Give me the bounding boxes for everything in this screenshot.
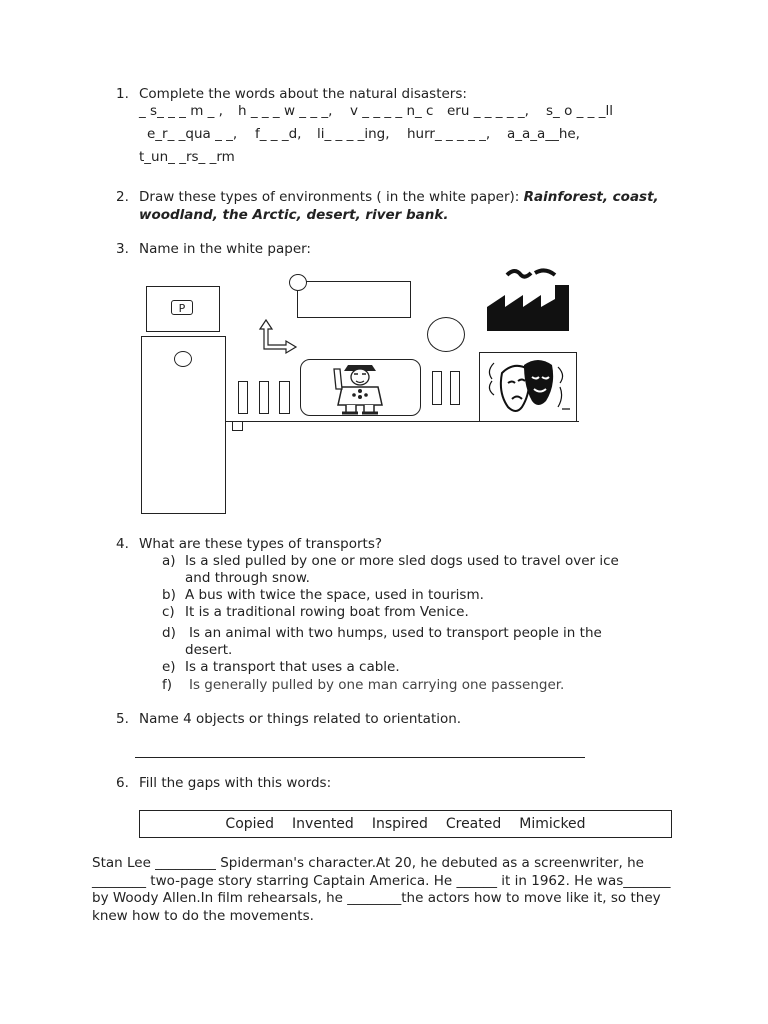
q1-word-heatwave: h _ _ _ w _ _ _,	[238, 103, 333, 119]
q4-letter-d: d)	[162, 625, 176, 641]
q1-word-earthquake: e_r_ _qua _ _,	[147, 126, 238, 142]
q4-prompt: What are these types of transports?	[139, 536, 383, 552]
q1-word-flood: f_ _ _d,	[255, 126, 302, 142]
q1-prompt: Complete the words about the natural disasters:	[139, 86, 467, 102]
q2-emphasis-1: Rainforest, coast,	[523, 189, 659, 205]
q4-letter-b: b)	[162, 587, 176, 603]
police-officer-icon	[328, 361, 394, 415]
crosswalk-bar	[450, 371, 460, 405]
crosswalk-bar	[238, 381, 248, 414]
q1-word-volcano: v _ _ _ _ n_ c	[350, 103, 434, 119]
parking-sign-icon: P	[171, 300, 193, 315]
q4-letter-f: f)	[162, 677, 173, 693]
q4-item-c: It is a traditional rowing boat from Venice.	[185, 604, 469, 620]
small-circle-marker	[289, 274, 307, 291]
q4-letter-a: a)	[162, 553, 176, 569]
q4-item-b: A bus with twice the space, used in tourism.	[185, 587, 484, 603]
small-square-shape	[232, 421, 243, 431]
q6-prompt: Fill the gaps with this words:	[139, 775, 332, 791]
fill-gaps-paragraph: Stan Lee _________ Spiderman's character.At 20, he debuted as a screenwriter, he ________ two-page story starring Captain America. He ______ it in 1962. He was_______ by Woody Allen.In film rehearsals, he ________the actors how to move like it, so they knew how to do the movements.	[92, 855, 671, 924]
q5-answer-line[interactable]	[135, 757, 585, 758]
q1-word-avalanche: a_a_a__he,	[507, 126, 580, 142]
crosswalk-bar	[279, 381, 290, 414]
q4-item-a-continued: and through snow.	[185, 570, 310, 586]
q1-word-lightning: li_ _ _ _ing,	[317, 126, 390, 142]
road-edge-line	[226, 421, 579, 422]
q3-number: 3.	[116, 241, 129, 257]
q4-item-e: Is a transport that uses a cable.	[185, 659, 400, 675]
q2-emphasis-2: woodland, the Arctic, desert, river bank.	[139, 207, 449, 223]
factory-icon	[483, 267, 575, 333]
q4-item-d: Is an animal with two humps, used to transport people in the	[189, 625, 602, 641]
q1-word-hurricane: hurr_ _ _ _ _,	[407, 126, 491, 142]
word-bank	[139, 810, 672, 838]
crosswalk-bar	[259, 381, 269, 414]
word-bank-item: Created	[445, 816, 502, 832]
q6-number: 6.	[116, 775, 129, 791]
q2-number: 2.	[116, 189, 129, 205]
building-round-window	[174, 351, 192, 367]
q4-item-f: Is generally pulled by one man carrying one passenger.	[189, 677, 565, 693]
crosswalk-bar	[432, 371, 442, 405]
direction-arrow-icon	[254, 317, 300, 355]
q5-prompt: Name 4 objects or things related to orientation.	[139, 711, 462, 727]
word-bank-item: Copied	[225, 816, 275, 832]
top-rectangle	[297, 281, 411, 318]
q4-letter-e: e)	[162, 659, 176, 675]
roundabout-circle	[427, 317, 465, 352]
q1-word-thunderstorm: t_un_ _rs_ _rm	[139, 149, 235, 165]
q1-word-storm: _ s_ _ _ m _ ,	[139, 103, 223, 119]
q4-item-a: Is a sled pulled by one or more sled dogs used to travel over ice	[185, 553, 619, 569]
theatre-masks-icon	[484, 355, 574, 419]
q1-word-eruption: eru _ _ _ _ _,	[447, 103, 529, 119]
q4-letter-c: c)	[162, 604, 175, 620]
word-bank-item: Mimicked	[519, 816, 586, 832]
word-bank-item: Invented	[292, 816, 354, 832]
q4-number: 4.	[116, 536, 129, 552]
q5-number: 5.	[116, 711, 129, 727]
q1-word-swollen: s_ o _ _ _ll	[546, 103, 613, 119]
q2-prompt: Draw these types of environments ( in the white paper): Rainforest, coast,	[139, 189, 659, 205]
q1-number: 1.	[116, 86, 129, 102]
word-bank-item: Inspired	[371, 816, 428, 832]
q4-item-d-continued: desert.	[185, 642, 233, 658]
q3-prompt: Name in the white paper:	[139, 241, 311, 257]
